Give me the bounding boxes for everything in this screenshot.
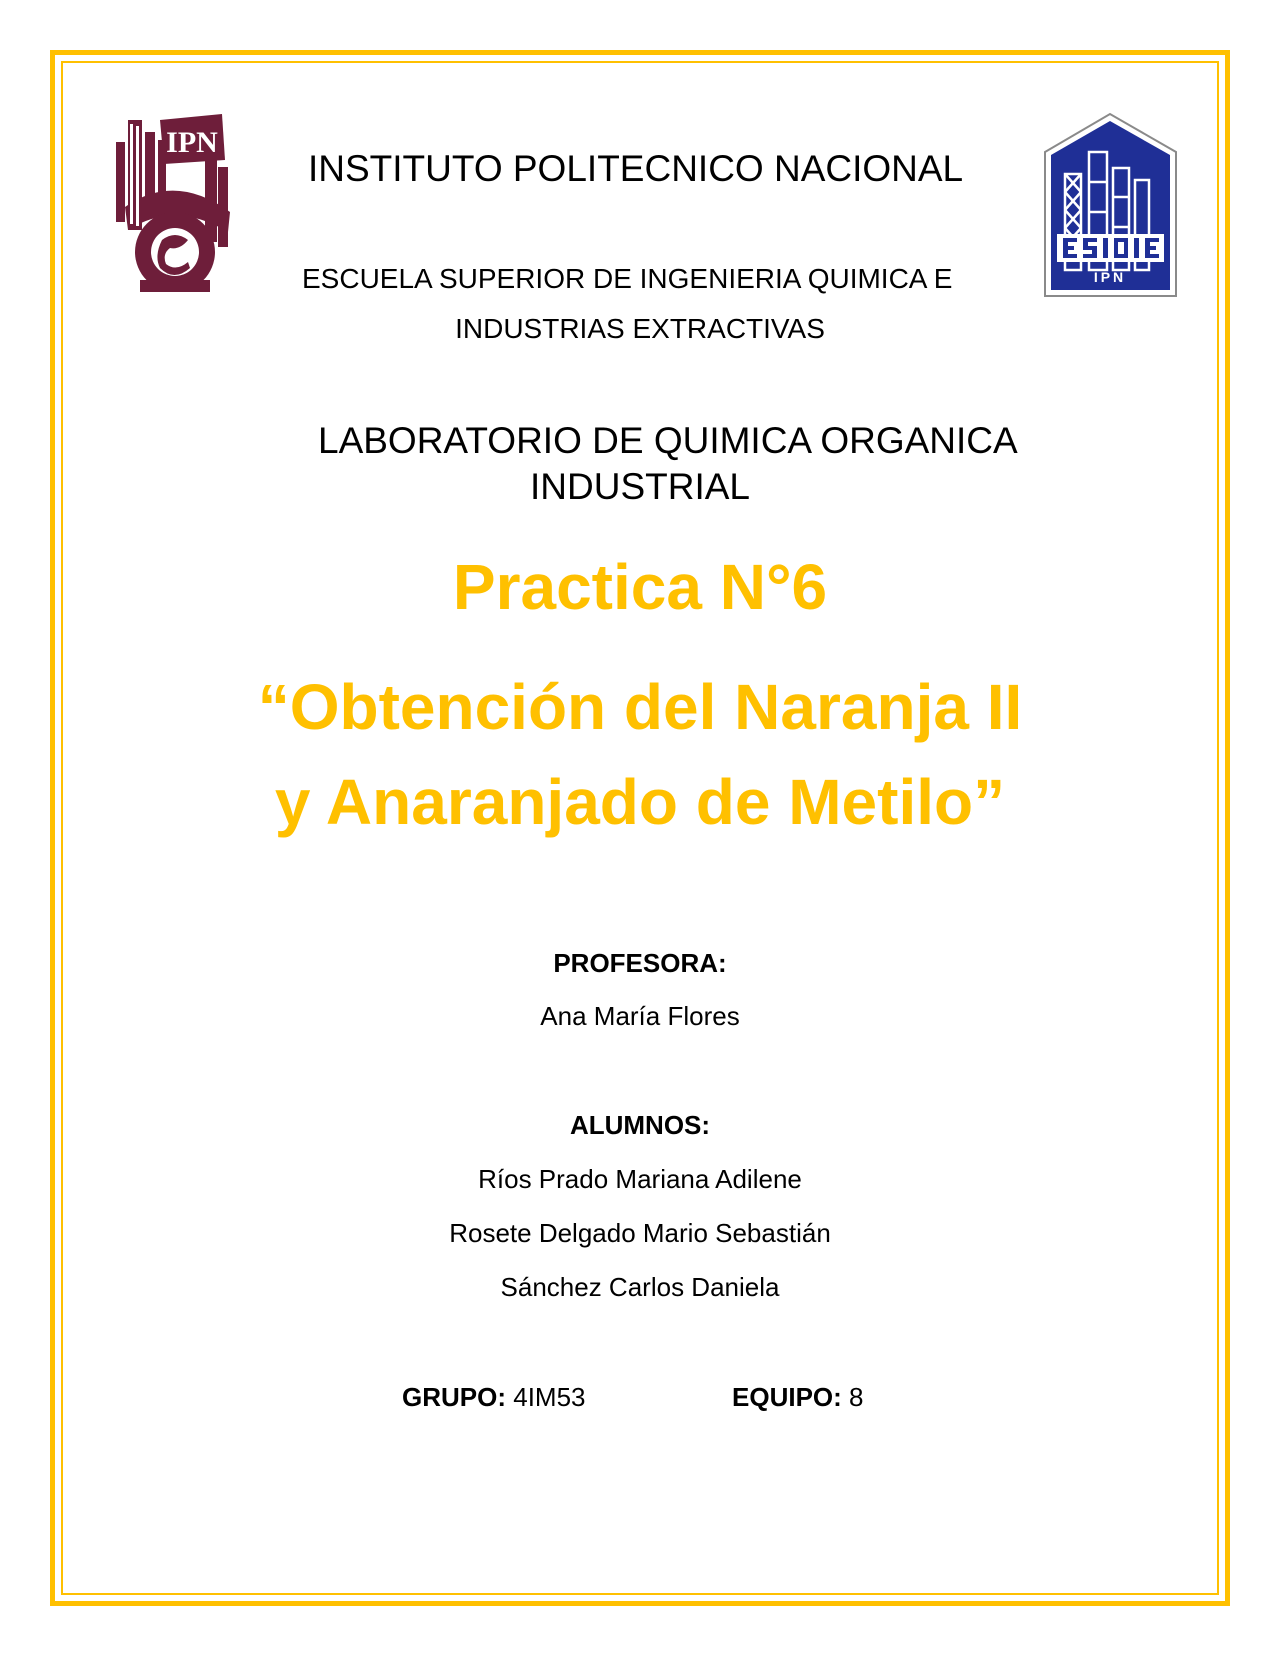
school-name-line2: INDUSTRIAS EXTRACTIVAS (455, 313, 825, 344)
group-info (402, 1382, 586, 1413)
student-name: Sánchez Carlos Daniela (500, 1272, 780, 1302)
student-name: Rosete Delgado Mario Sebastián (449, 1218, 831, 1248)
group-value: 4IM53 (513, 1382, 586, 1412)
professor-label: PROFESORA: (553, 948, 727, 978)
group-label: GRUPO: (402, 1382, 506, 1412)
school-name-line1: ESCUELA SUPERIOR DE INGENIERIA QUIMICA E (302, 263, 953, 294)
practice-title-line2: y Anaranjado de Metilo” (274, 766, 1006, 838)
team-value: 8 (849, 1382, 864, 1412)
lab-name-line1: LABORATORIO DE QUIMICA ORGANICA (318, 420, 1018, 461)
ipn-logo (110, 112, 240, 297)
practice-title-line1: “Obtención del Naranja II (257, 671, 1023, 743)
student-name: Ríos Prado Mariana Adilene (478, 1164, 802, 1194)
svg-text:IPN: IPN (166, 126, 218, 159)
esiqie-logo-caption: IPN (1093, 269, 1127, 285)
lab-name-line2: INDUSTRIAL (530, 466, 750, 507)
team-label: EQUIPO: (732, 1382, 842, 1412)
practice-number: Practica N°6 (452, 551, 828, 623)
students-label: ALUMNOS: (569, 1110, 711, 1140)
team-info (732, 1382, 864, 1413)
institute-name: INSTITUTO POLITECNICO NACIONAL (308, 148, 964, 189)
professor-name: Ana María Flores (540, 1001, 740, 1031)
esiqie-logo (1043, 112, 1178, 298)
